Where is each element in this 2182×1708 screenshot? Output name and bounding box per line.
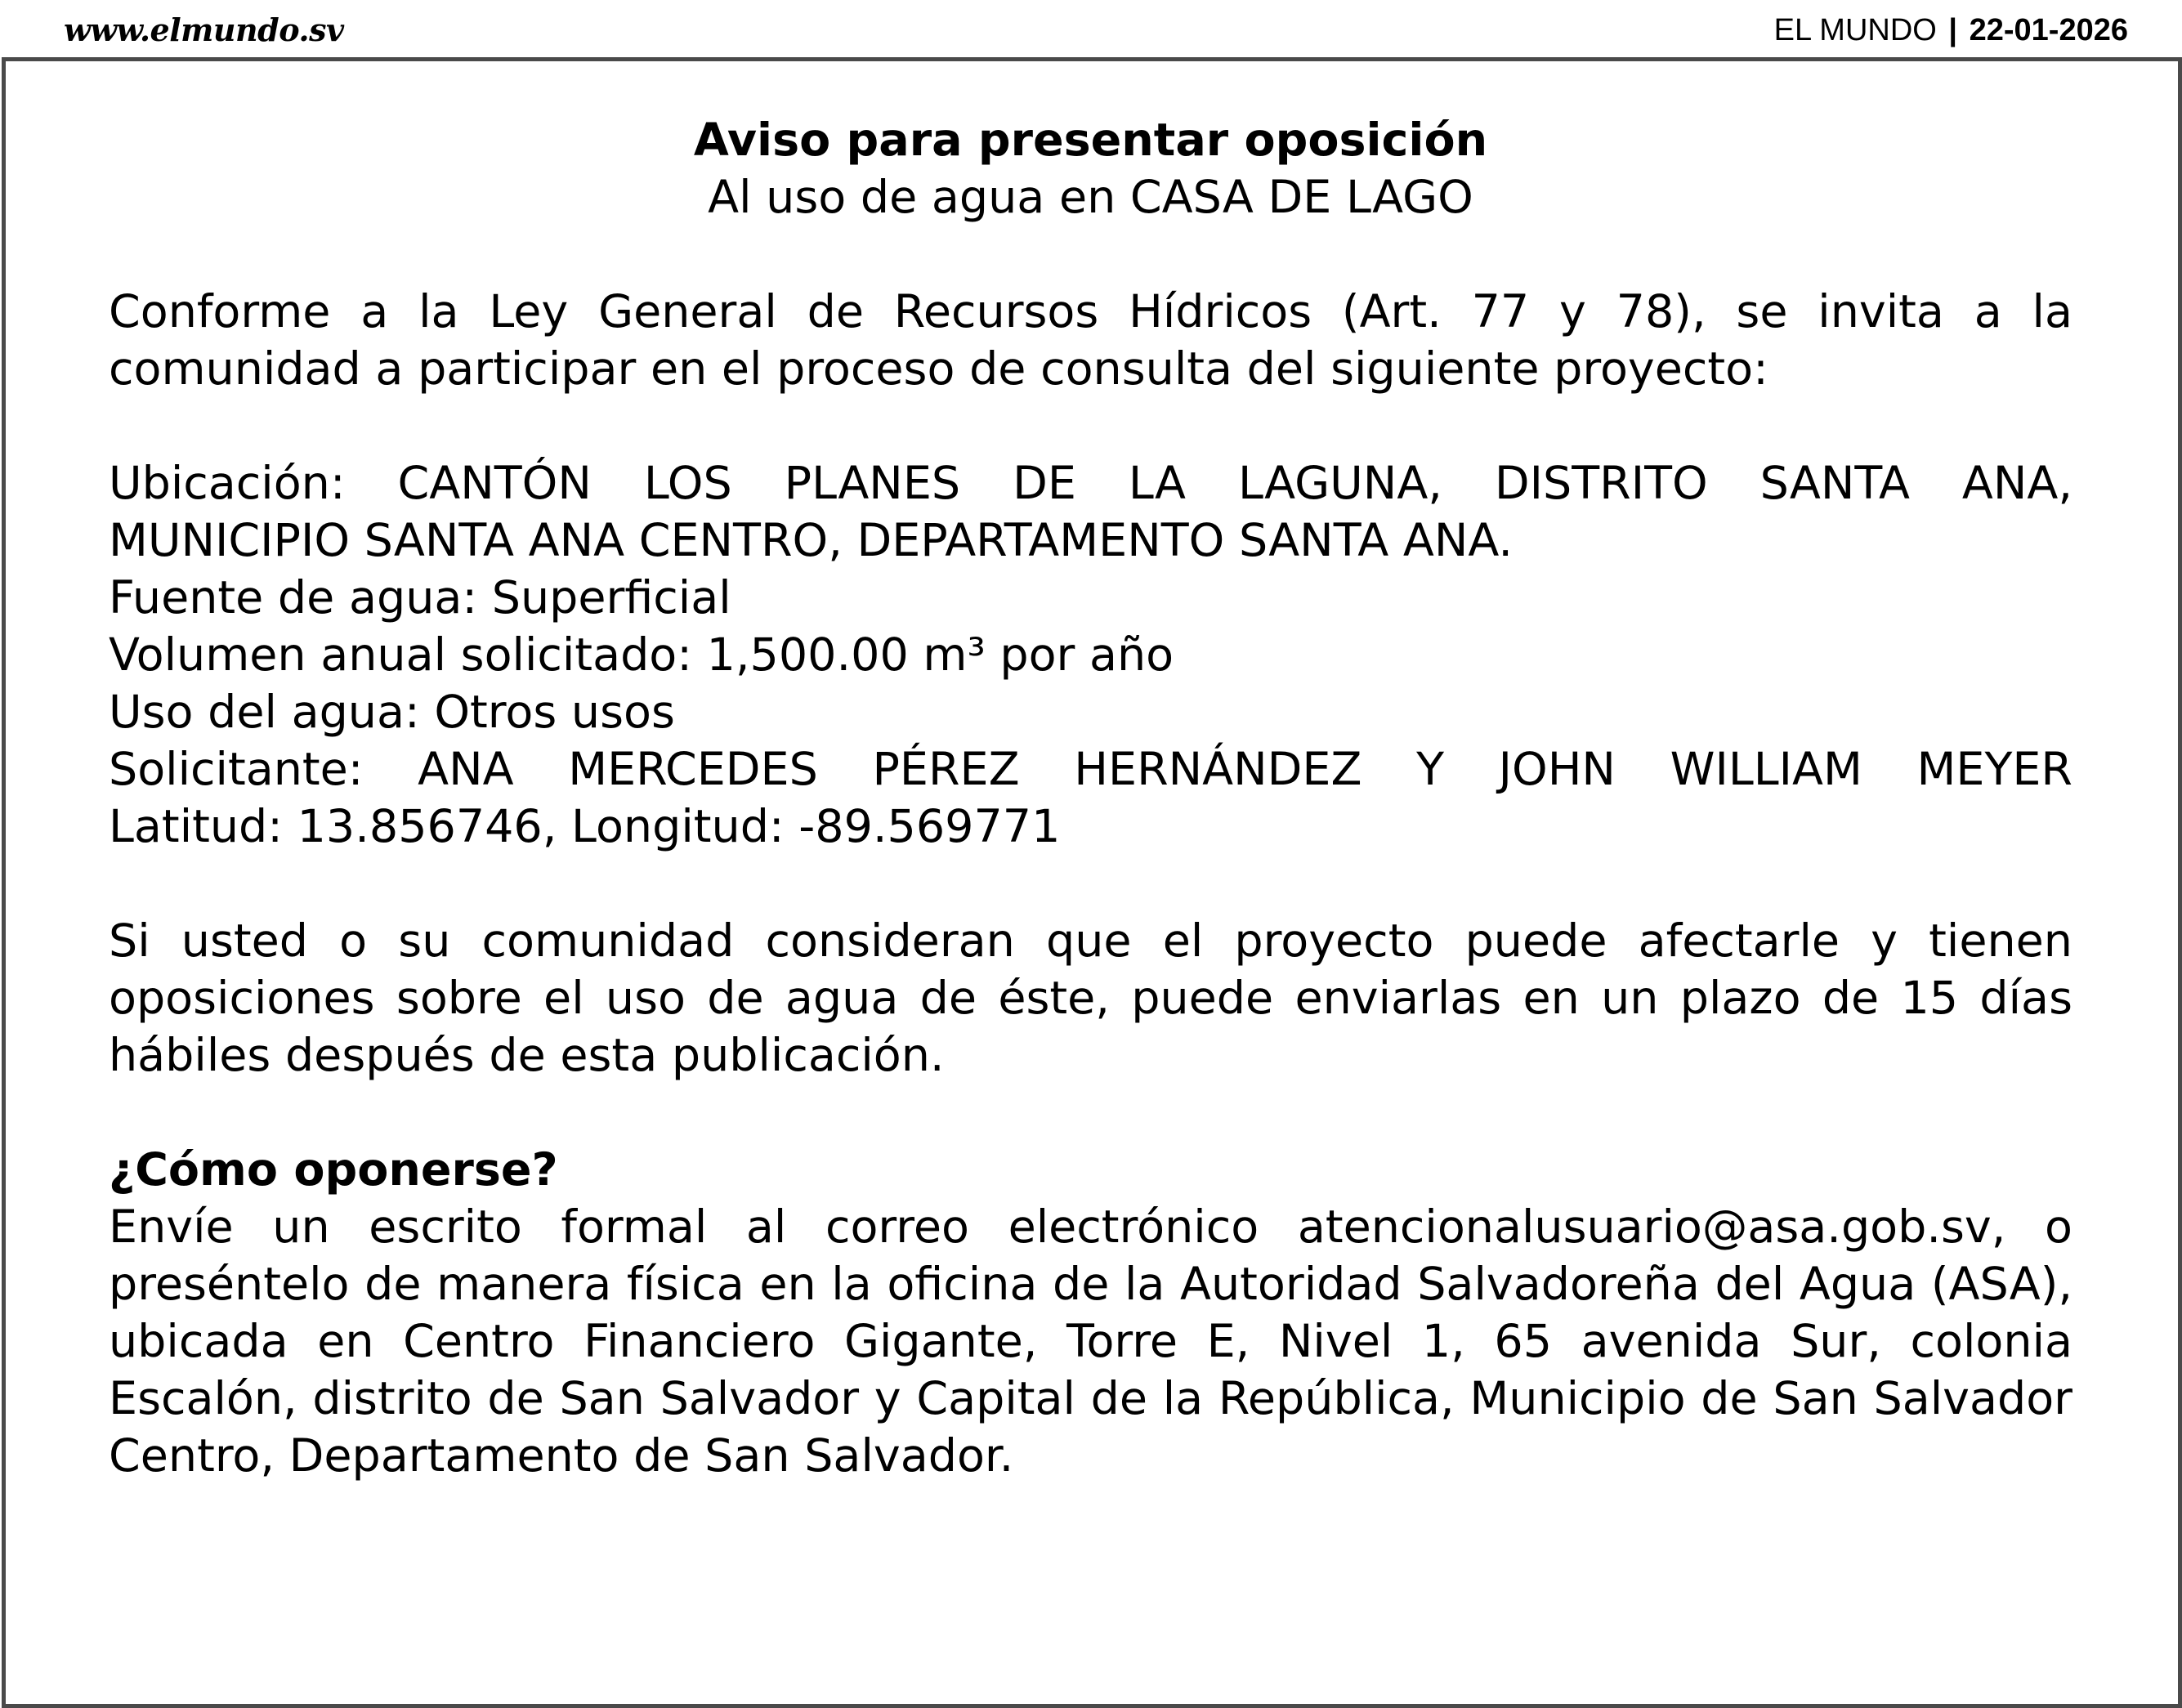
opposition-paragraph: Si usted o su comunidad consideran que el proyecto puede afectarle y tienen oposiciones sobre el uso de agua de éste, puede enviarlas en un plazo de 15 días hábiles después de esta publicación.	[109, 914, 2072, 1082]
how-to-oppose-heading: ¿Cómo oponerse?	[109, 1143, 558, 1196]
notice-content	[109, 112, 2072, 1485]
header-separator: |	[1948, 13, 1958, 47]
spacer	[109, 226, 2072, 284]
notice-title: Aviso para presentar oposición	[693, 114, 1488, 167]
intro-paragraph: Conforme a la Ley General de Recursos Hídricos (Art. 77 y 78), se invita a la comunidad a participar en el proceso de consulta del siguiente proyecto:	[109, 285, 2072, 396]
location-line-2: MUNICIPIO SANTA ANA CENTRO, DEPARTAMENTO SANTA ANA.	[109, 514, 1514, 567]
applicant: Solicitante: ANA MERCEDES PÉREZ HERNÁNDEZ Y JOHN WILLIAM MEYER	[109, 743, 2072, 796]
water-source: Fuente de agua: Superficial	[109, 571, 731, 624]
location-line-1: Ubicación: CANTÓN LOS PLANES DE LA LAGUNA, DISTRITO SANTA ANA,	[109, 457, 2072, 510]
spacer	[109, 856, 2072, 913]
publication-info	[1774, 3, 2128, 57]
spacer	[109, 398, 2072, 455]
newspaper-name: EL MUNDO	[1773, 13, 1937, 47]
coordinates: Latitud: 13.856746, Longitud: -89.569771	[109, 800, 1061, 853]
publication-date: 22-01-2026	[1969, 13, 2128, 47]
notice-subtitle: Al uso de agua en CASA DE LAGO	[708, 171, 1473, 224]
spacer	[109, 1084, 2072, 1142]
annual-volume: Volumen anual solicitado: 1,500.00 m³ por año	[109, 628, 1174, 682]
water-use: Uso del agua: Otros usos	[109, 686, 675, 739]
site-url[interactable]: www.elmundo.sv	[64, 11, 344, 48]
how-to-oppose-text: Envíe un escrito formal al correo electrónico atencionalusuario@asa.gob.sv, o preséntelo de manera física en la oficina de la Autoridad Salvadoreña del Agua (ASA), ubicada en Centro Financiero Gigante, Torre E, Nivel 1, 65 avenida Sur, colonia Escalón, distrito de San Salvador y Capital de la República, Municipio de San Salvador Centro, Departamento de San Salvador.	[109, 1201, 2072, 1482]
